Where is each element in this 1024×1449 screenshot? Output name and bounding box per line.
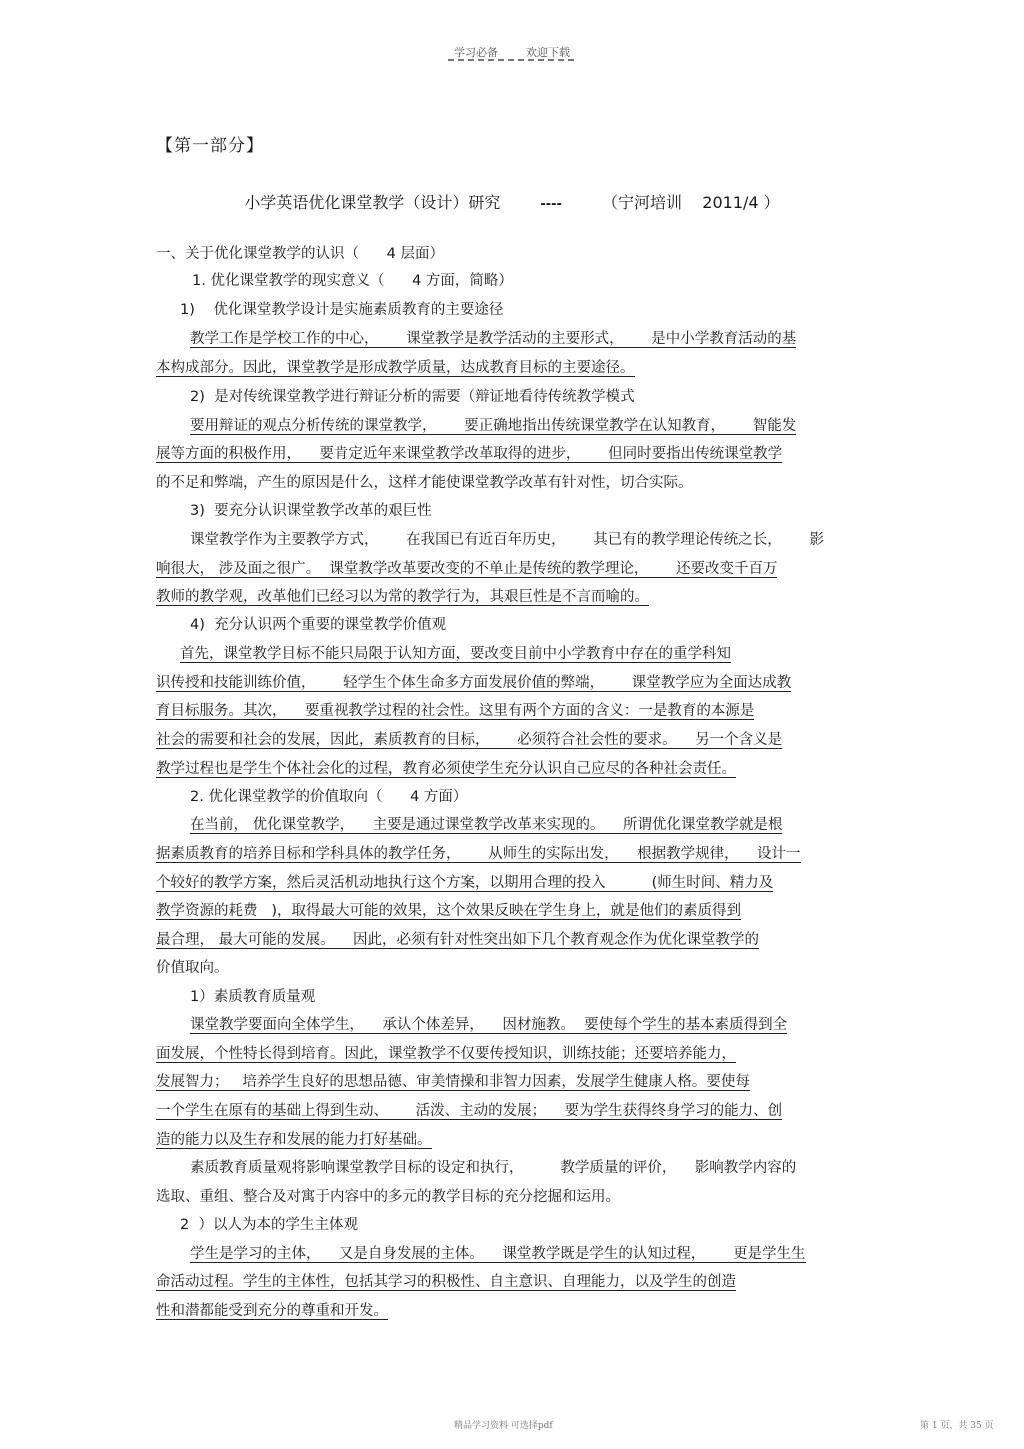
paragraph-line: 性和潜都能受到充分的尊重和开发。 xyxy=(156,1303,388,1319)
title-note: （宁河培训 2011/4 ） xyxy=(601,193,780,212)
subheading: 1) 优化课堂教学设计是实施素质教育的主要途径 xyxy=(180,302,504,318)
paragraph-line: 教学过程也是学生个体社会化的过程，教育必须使学生充分认识自己应尽的各种社会责任。 xyxy=(156,761,736,777)
paragraph-line: 教学工作是学校工作的中心， 课堂教学是教学活动的主要形式， 是中小学教育活动的基 xyxy=(190,331,797,347)
paragraph-line: 识传授和技能训练价值， 轻学生个体生命多方面发展价值的弊端， 课堂教学应为全面达成教 xyxy=(156,675,792,691)
paragraph-line: 选取、重组、整合及对寓于内容中的多元的教学目标的充分挖掘和运用。 xyxy=(156,1189,620,1205)
subheading: 2 ）以人为本的学生主体观 xyxy=(180,1217,358,1233)
paragraph-line: 的不足和弊端，产生的原因是什么，这样才能使课堂教学改革有针对性，切合实际。 xyxy=(156,475,693,491)
document-title xyxy=(0,190,1024,213)
title-dash: ---- xyxy=(540,197,562,212)
subheading: 3) 要充分认识课堂教学改革的艰巨性 xyxy=(190,503,432,519)
paragraph-line: 社会的需要和社会的发展，因此，素质教育的目标， 必须符合社会性的要求。 另一个含义是 xyxy=(156,732,783,748)
paragraph-line: 素质教育质量观将影响课堂教学目标的设定和执行， 教学质量的评价， 影响教学内容的 xyxy=(190,1160,797,1176)
paragraph-line: 学生是学习的主体， 又是自身发展的主体。 课堂教学既是学生的认知过程， 更是学生生 xyxy=(190,1246,806,1262)
paragraph-line: 价值取向。 xyxy=(156,960,229,976)
subheading: 2) 是对传统课堂教学进行辩证分析的需要（辩证地看待传统教学模式 xyxy=(190,389,635,405)
paragraph-line: 最合理， 最大可能的发展。 因此，必须有针对性突出如下几个教育观念作为优化课堂教学的 xyxy=(156,932,760,948)
paragraph-line: 面发展，个性特长得到培育。因此，课堂教学不仅要传授知识，训练技能；还要培养能力， xyxy=(156,1046,736,1062)
paragraph-line: 个较好的教学方案，然后灵活机动地执行这个方案，以期用合理的投入 (师生时间、精力及 xyxy=(156,875,774,891)
paragraph-line: 教学资源的耗费 )，取得最大可能的效果，这个效果反映在学生身上，就是他们的素质得到 xyxy=(156,903,741,919)
paragraph-line: 造的能力以及生存和发展的能力打好基础。 xyxy=(156,1132,432,1148)
paragraph-line: 课堂教学作为主要教学方式， 在我国已有近百年历史， 其已有的教学理论传统之长， 影 xyxy=(190,532,824,548)
paragraph-line: 在当前， 优化课堂教学， 主要是通过课堂教学改革来实现的。 所谓优化课堂教学就是根 xyxy=(190,817,783,833)
section-title: 【第一部分】 xyxy=(156,136,264,156)
paragraph-line: 命活动过程。学生的主体性，包括其学习的积极性、自主意识、自理能力，以及学生的创造 xyxy=(156,1274,736,1290)
paragraph-line: 课堂教学要面向全体学生， 承认个体差异， 因材施教。 要使每个学生的基本素质得到全 xyxy=(190,1017,788,1033)
paragraph-line: 一个学生在原有的基础上得到生动、 活泼、主动的发展； 要为学生获得终身学习的能力、创 xyxy=(156,1103,783,1119)
title-main: 小学英语优化课堂教学（设计）研究 xyxy=(244,193,501,212)
paragraph-line: 展等方面的积极作用， 要肯定近年来课堂教学改革取得的进步， 但同时要指出传统课堂教学 xyxy=(156,446,783,462)
heading-1-2: 2. 优化课堂教学的价值取向（ 4 方面） xyxy=(190,789,468,805)
page-number: 第 1 页，共 35 页 xyxy=(920,1421,994,1431)
footer-left: 精品学习资料 可选择pdf xyxy=(454,1421,553,1431)
paragraph-line: 教师的教学观，改革他们已经习以为常的教学行为，其艰巨性是不言而喻的。 xyxy=(156,589,649,605)
paragraph-line: 发展智力； 培养学生良好的思想品德、审美情操和非智力因素，发展学生健康人格。要使每 xyxy=(156,1074,750,1090)
header-divider xyxy=(448,59,574,61)
paragraph-line: 育目标服务。其次， 要重视教学过程的社会性。这里有两个方面的含义：一是教育的本源是 xyxy=(156,703,755,719)
paragraph-line: 首先，课堂教学目标不能只局限于认知方面，要改变目前中小学教育中存在的重学科知 xyxy=(180,646,731,662)
heading-1-1: 1. 优化课堂教学的现实意义（ 4 方面，简略） xyxy=(192,273,513,289)
paragraph-line: 响很大， 涉及面之很广。 课堂教学改革要改变的不单止是传统的教学理论， 还要改变千百万 xyxy=(156,561,778,577)
header-right: 欢迎下载 xyxy=(526,46,570,59)
paragraph-line: 本构成部分。因此，课堂教学是形成教学质量，达成教育目标的主要途径。 xyxy=(156,360,635,376)
heading-1: 一、关于优化课堂教学的认识（ 4 层面） xyxy=(156,246,444,262)
subheading: 1）素质教育质量观 xyxy=(190,989,316,1005)
paragraph-line: 要用辩证的观点分析传统的课堂教学， 要正确地指出传统课堂教学在认知教育， 智能发 xyxy=(190,418,797,434)
subheading: 4) 充分认识两个重要的课堂教学价值观 xyxy=(190,617,447,633)
header-left: 学习必备 xyxy=(454,46,498,59)
paragraph-line: 据素质教育的培养目标和学科具体的教学任务， 从师生的实际出发， 根据教学规律， 设计一 xyxy=(156,846,801,862)
page-header xyxy=(0,44,1024,60)
